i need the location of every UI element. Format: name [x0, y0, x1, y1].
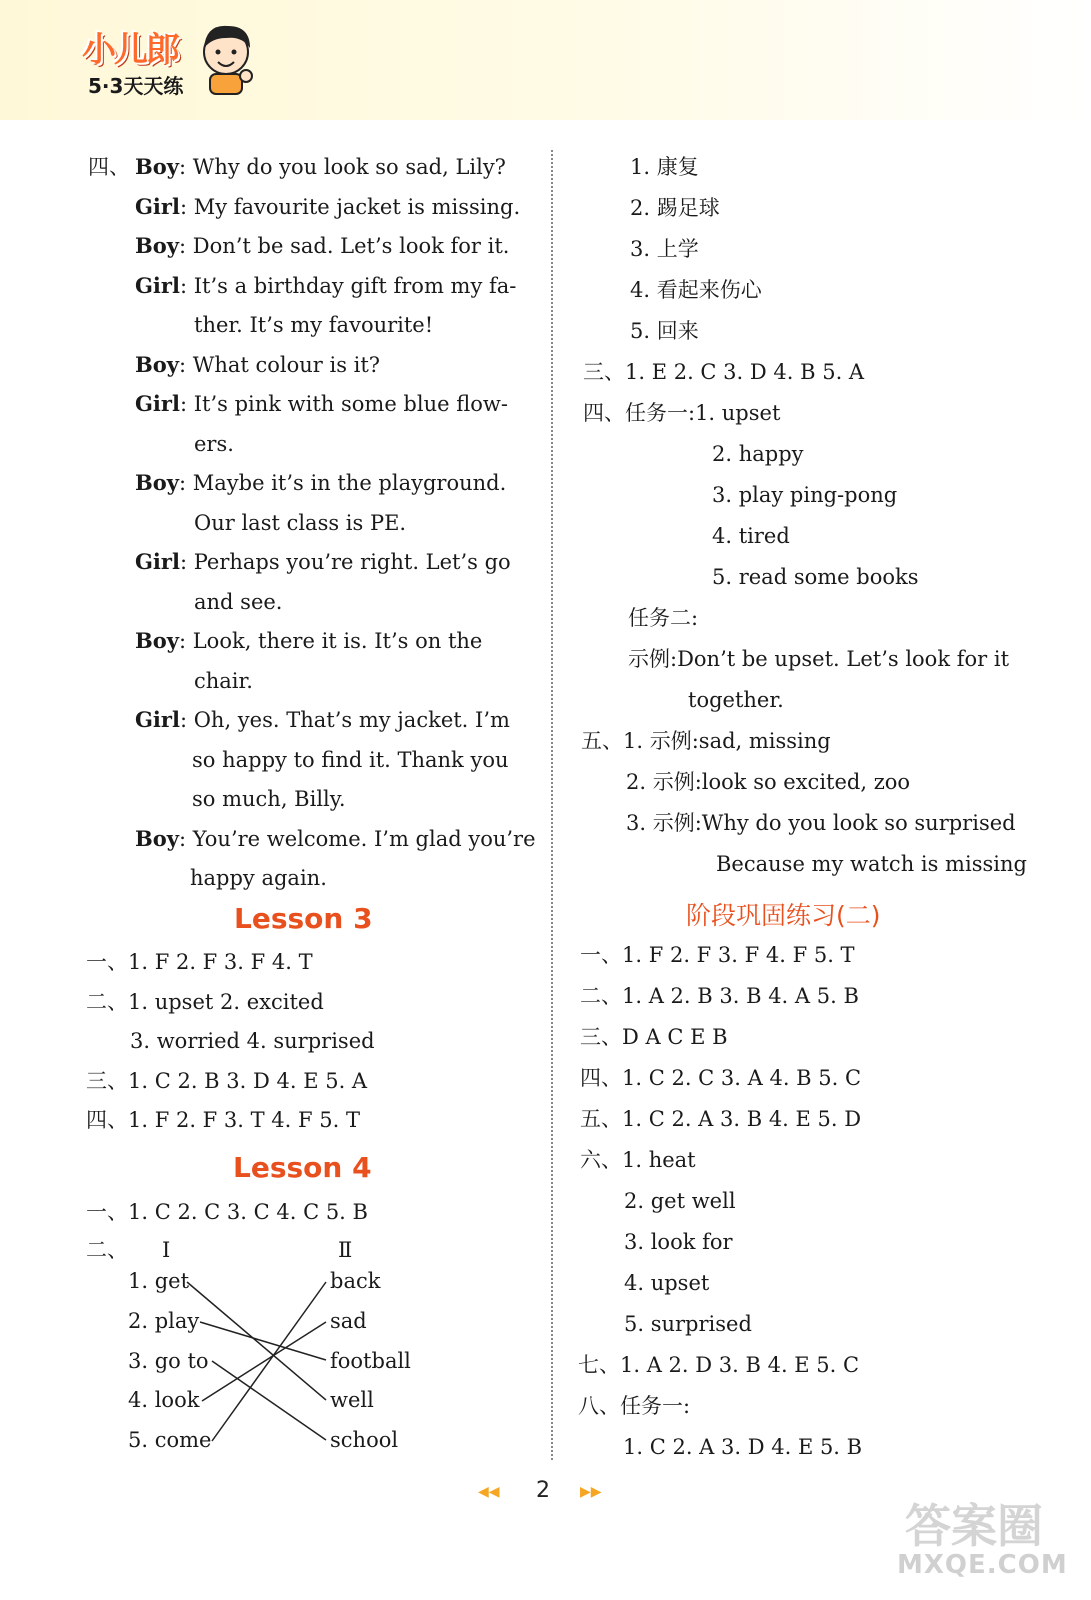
match-line	[212, 1282, 326, 1441]
matching-right-item: back	[330, 1269, 381, 1293]
dialogue-continuation: so much, Billy.	[192, 787, 346, 811]
review-answers-8: 1. C 2. A 3. D 4. E 5. B	[623, 1435, 863, 1459]
dialogue-continuation: chair.	[194, 669, 253, 693]
dialogue-continuation: Our last class is PE.	[194, 511, 407, 535]
cn-answer: 4. 看起来伤心	[630, 278, 762, 302]
match-line	[202, 1322, 326, 1401]
colon: :	[179, 550, 188, 574]
speaker: Boy	[135, 233, 179, 258]
matching-left-item: 5. come	[128, 1428, 212, 1452]
section-5-answer-3b: Because my watch is missing	[716, 852, 1027, 876]
section-4-task-1-head: 四、任务一:1. upset	[583, 401, 781, 425]
brand-subtitle: 5·3天天练	[88, 74, 184, 98]
matching-column-2-heading: Ⅱ	[338, 1238, 353, 1262]
colon: :	[178, 471, 187, 495]
watermark-logo: 答案圈	[905, 1499, 1043, 1553]
speaker: Boy	[135, 826, 179, 851]
matching-left-item: 4. look	[128, 1388, 200, 1412]
lesson-3-answers-1: 一、1. F 2. F 3. F 4. T	[86, 950, 313, 974]
review-answers-1: 一、1. F 2. F 3. F 4. F 5. T	[580, 943, 855, 967]
colon: :	[179, 392, 188, 416]
dialogue-text: Why do you look so sad, Lily?	[192, 155, 506, 179]
colon: :	[178, 353, 187, 377]
speaker: Girl	[135, 391, 180, 416]
brand-logo: 小儿郎	[82, 30, 178, 70]
lesson-3-title: Lesson 3	[234, 902, 373, 935]
dialogue-text: It’s pink with some blue flow-	[193, 392, 508, 416]
match-line	[212, 1361, 326, 1440]
dialogue-text: My favourite jacket is missing.	[193, 195, 521, 219]
section-5-answer-2: 2. 示例:look so excited, zoo	[626, 770, 911, 794]
match-line	[200, 1322, 326, 1360]
review-answer-6: 3. look for	[624, 1230, 733, 1254]
speaker: Boy	[135, 154, 179, 179]
lesson-3-answers-2b: 3. worried 4. surprised	[130, 1029, 375, 1053]
dialogue-continuation: happy again.	[190, 866, 327, 890]
review-answers-8-head: 八、任务一:	[578, 1394, 691, 1418]
dialogue-text: It’s a birthday gift from my fa-	[193, 274, 517, 298]
lesson-3-answers-3: 三、1. C 2. B 3. D 4. E 5. A	[86, 1069, 368, 1093]
task-2-example: 示例:Don’t be upset. Let’s look for it	[628, 647, 1010, 671]
dialogue-continuation: so happy to find it. Thank you	[192, 748, 509, 772]
speaker: Girl	[135, 273, 180, 298]
matching-left-item: 2. play	[128, 1309, 200, 1333]
dialogue-text: Maybe it’s in the playground.	[192, 471, 507, 495]
cn-answer: 5. 回来	[630, 319, 699, 343]
dialogue-text: Perhaps you’re right. Let’s go	[193, 550, 511, 574]
speaker: Girl	[135, 194, 180, 219]
watermark-url: MXQE.COM	[897, 1550, 1068, 1580]
dialogue-continuation: ther. It’s my favourite!	[194, 313, 434, 337]
section-4-number: 四、	[88, 155, 130, 179]
task-1-answer: 2. happy	[712, 442, 804, 466]
matching-right-item: football	[330, 1349, 411, 1373]
colon: :	[179, 708, 188, 732]
speaker: Girl	[135, 549, 180, 574]
speaker: Boy	[135, 352, 179, 377]
task-1-answer: 3. play ping-pong	[712, 483, 898, 507]
task-1-answer: 5. read some books	[712, 565, 919, 589]
speaker: Boy	[135, 628, 179, 653]
colon: :	[179, 195, 188, 219]
speaker: Girl	[135, 707, 180, 732]
lesson-4-title: Lesson 4	[233, 1151, 372, 1184]
task-2-label: 任务二:	[628, 606, 699, 630]
matching-column-1-heading: Ⅰ	[162, 1238, 171, 1262]
dialogue-text: Don’t be sad. Let’s look for it.	[192, 234, 510, 258]
review-answers-2: 二、1. A 2. B 3. B 4. A 5. B	[580, 984, 859, 1008]
next-page-icon[interactable]: ▶▶	[580, 1484, 602, 1500]
lesson-3-answers-4: 四、1. F 2. F 3. T 4. F 5. T	[86, 1108, 360, 1132]
matching-right-item: school	[330, 1428, 399, 1452]
cn-answer: 3. 上学	[630, 237, 699, 261]
dialogue-text: Oh, yes. That’s my jacket. I’m	[193, 708, 510, 732]
review-answer-6: 4. upset	[624, 1271, 710, 1295]
dialogue-text: Look, there it is. It’s on the	[192, 629, 483, 653]
task-2-example-continued: together.	[688, 688, 784, 712]
matching-left-item: 3. go to	[128, 1349, 209, 1373]
review-answers-7: 七、1. A 2. D 3. B 4. E 5. C	[578, 1353, 860, 1377]
section-5-answer-1: 五、1. 示例:sad, missing	[581, 729, 831, 753]
review-answers-6-head: 六、1. heat	[580, 1148, 696, 1172]
review-answer-6: 5. surprised	[624, 1312, 752, 1336]
match-line	[187, 1282, 326, 1400]
dialogue-text: What colour is it?	[192, 353, 381, 377]
page-navigation	[470, 1478, 620, 1508]
cn-answer: 1. 康复	[630, 155, 699, 179]
review-answer-6: 2. get well	[624, 1189, 736, 1213]
cn-answer: 2. 踢足球	[630, 196, 720, 220]
watermark	[895, 1490, 1068, 1590]
review-answers-3: 三、D A C E B	[580, 1025, 728, 1049]
colon: :	[178, 629, 187, 653]
review-answers-5: 五、1. C 2. A 3. B 4. E 5. D	[580, 1107, 862, 1131]
matching-right-item: well	[330, 1388, 374, 1412]
task-1-answer: 4. tired	[712, 524, 790, 548]
colon: :	[178, 155, 187, 179]
dialogue-continuation: ers.	[194, 432, 234, 456]
review-answers-4: 四、1. C 2. C 3. A 4. B 5. C	[580, 1066, 862, 1090]
previous-page-icon[interactable]: ◀◀	[478, 1484, 500, 1500]
page-number: 2	[536, 1478, 550, 1503]
speaker: Boy	[135, 470, 179, 495]
colon: :	[179, 274, 188, 298]
dialogue-text: You’re welcome. I’m glad you’re	[192, 827, 536, 851]
stage-review-title: 阶段巩固练习(二)	[686, 901, 881, 930]
lesson-3-answers-2a: 二、1. upset 2. excited	[86, 990, 324, 1014]
colon: :	[178, 827, 187, 851]
dialogue-continuation: and see.	[194, 590, 283, 614]
section-5-answer-3: 3. 示例:Why do you look so surprised	[626, 811, 1016, 835]
colon: :	[178, 234, 187, 258]
lesson-4-answers-1: 一、1. C 2. C 3. C 4. C 5. B	[86, 1200, 368, 1224]
section-3-answers: 三、1. E 2. C 3. D 4. B 5. A	[583, 360, 865, 384]
lesson-4-section-2-number: 二、	[86, 1238, 128, 1262]
matching-right-item: sad	[330, 1309, 367, 1333]
matching-left-item: 1. get	[128, 1269, 190, 1293]
